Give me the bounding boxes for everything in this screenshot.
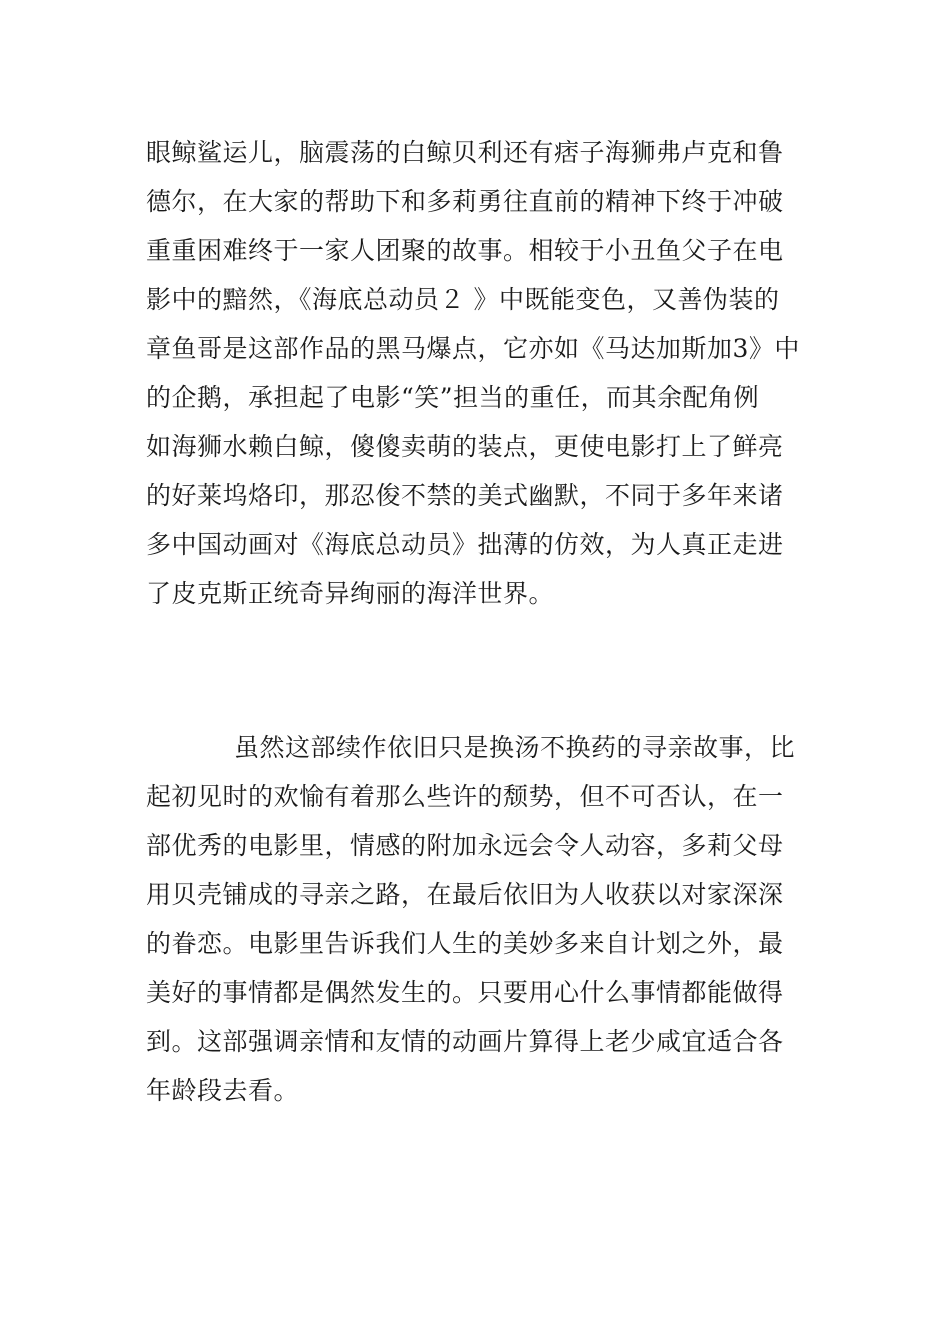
text-line: 章鱼哥是这部作品的黑马爆点，它亦如《马达加斯加3》中 (146, 334, 800, 363)
text-line-indented: 虽然这部续作依旧只是换汤不换药的寻亲故事，比 (234, 733, 796, 762)
text-line: 了皮克斯正统奇异绚丽的海洋世界。 (146, 579, 555, 608)
text-line: 用贝壳铺成的寻亲之路，在最后依旧为人收获以对家深深 (146, 880, 784, 909)
text-line: 到。这部强调亲情和友情的动画片算得上老少咸宜适合各 (146, 1027, 784, 1056)
text-line: 影中的黯然，《海底总动员２ 》中既能变色，又善伪装的 (146, 285, 780, 314)
text-line: 如海狮水赖白鲸，傻傻卖萌的装点，更使电影打上了鲜亮 (146, 432, 784, 461)
text-line: 起初见时的欢愉有着那么些许的颓势，但不可否认，在一 (146, 782, 784, 811)
text-line: 美好的事情都是偶然发生的。只要用心什么事情都能做得 (146, 978, 784, 1007)
text-line: 的眷恋。电影里告诉我们人生的美妙多来自计划之外，最 (146, 929, 784, 958)
text-line: 重重困难终于一家人团聚的故事。相较于小丑鱼父子在电 (146, 236, 784, 265)
text-line: 多中国动画对《海底总动员》拙薄的仿效，为人真正走进 (146, 530, 784, 559)
text-line: 的好莱坞烙印，那忍俊不禁的美式幽默，不同于多年来诸 (146, 481, 784, 510)
text-line: 年龄段去看。 (146, 1076, 300, 1105)
paragraph-1 (146, 128, 808, 618)
text-line: 眼鲸鲨运儿，脑震荡的白鲸贝利还有痞子海狮弗卢克和鲁 (146, 138, 784, 167)
text-line: 的企鹅，承担起了电影“笑”担当的重任，而其余配角例 (146, 383, 760, 412)
text-line: 部优秀的电影里，情感的附加永远会令人动容，多莉父母 (146, 831, 784, 860)
paragraph-2 (146, 723, 808, 1115)
text-line: 德尔，在大家的帮助下和多莉勇往直前的精神下终于冲破 (146, 187, 784, 216)
